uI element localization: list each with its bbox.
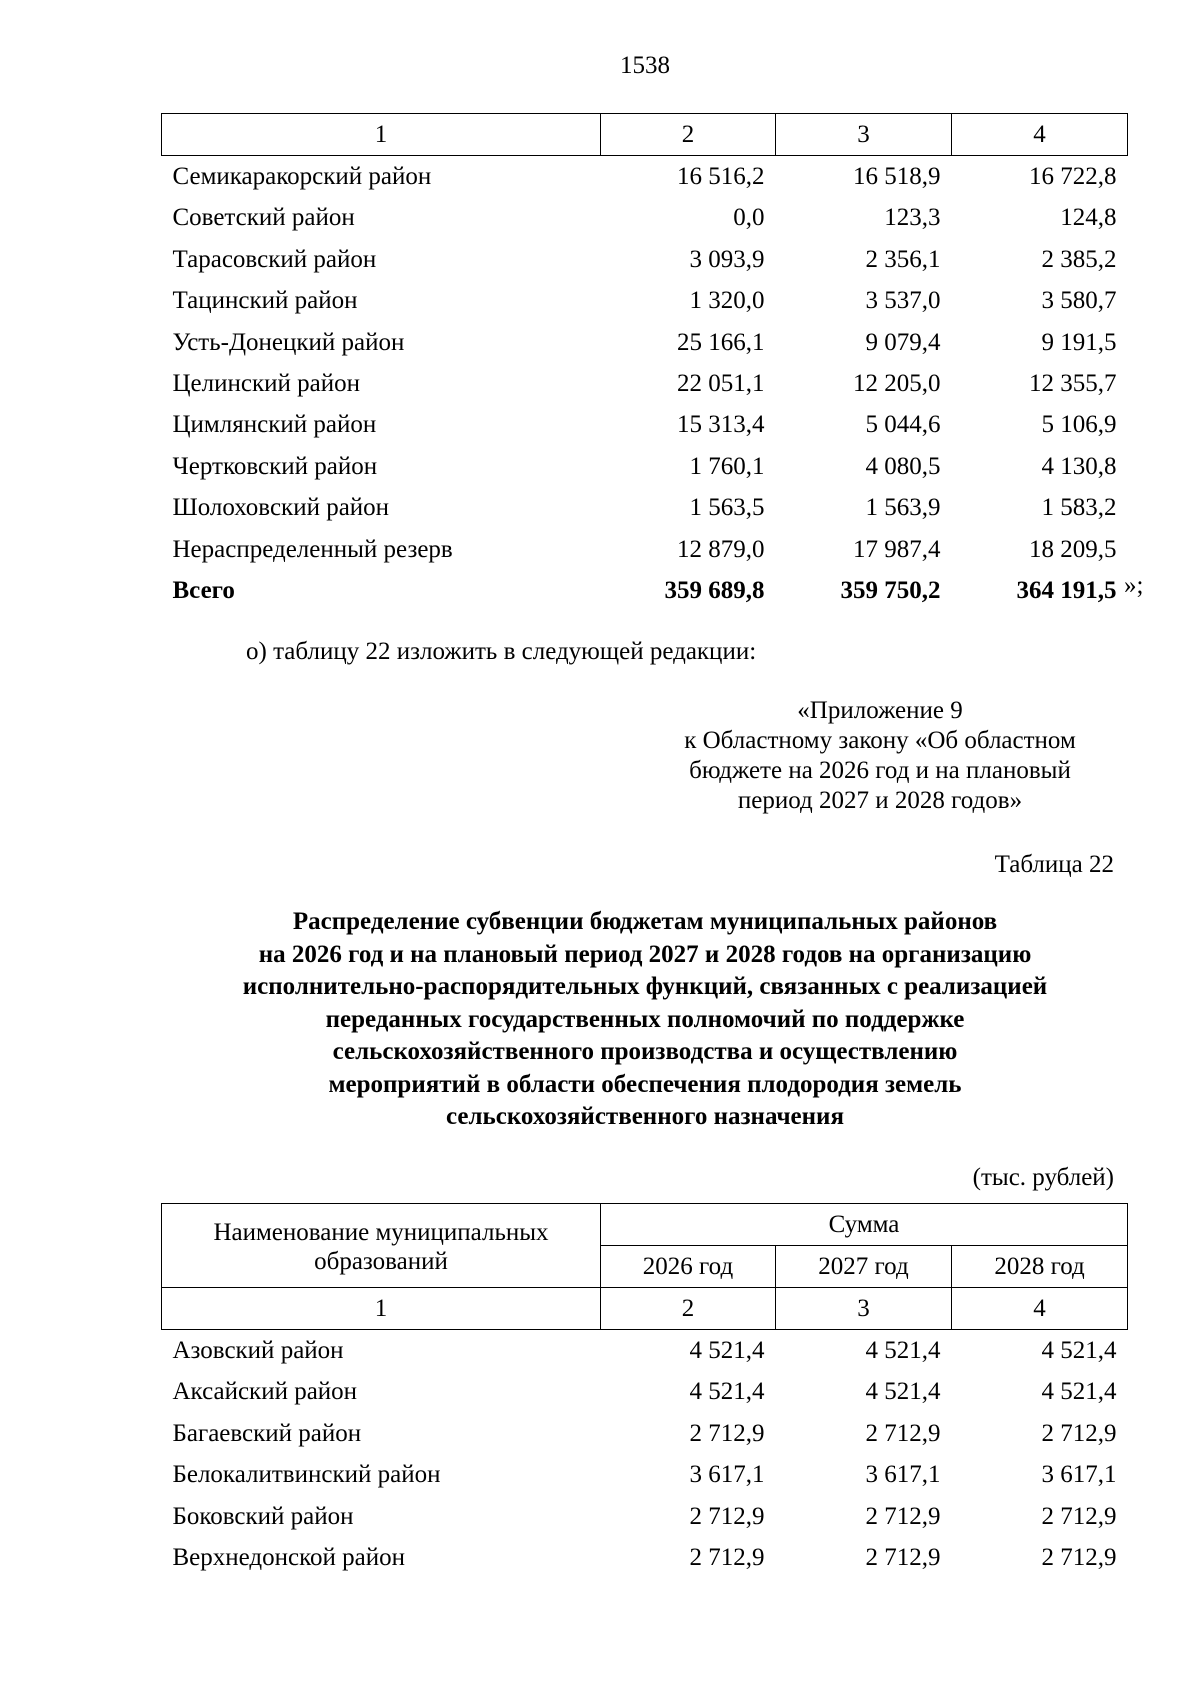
table-row [162, 363, 1128, 404]
amount-cell: 2 385,2 [1041, 245, 1117, 273]
total-amount-cell: 359 689,8 [664, 577, 765, 605]
amount-cell: 16 518,9 [853, 163, 941, 190]
amount-cell: 5 106,9 [1041, 411, 1117, 439]
amount-cell: 2 712,9 [865, 1502, 941, 1530]
district-name-cell: Цимлянский район [172, 411, 377, 439]
amount-cell: 22 051,1 [677, 370, 765, 398]
amount-cell: 1 563,5 [689, 494, 765, 522]
amendment-instruction: о) таблицу 22 изложить в следующей редакции: [246, 638, 757, 665]
header-row [162, 1204, 1128, 1246]
amount-cell: 12 205,0 [853, 370, 941, 398]
column-number: 4 [952, 114, 1128, 156]
amount-cell: 3 617,1 [689, 1461, 765, 1489]
amount-cell: 4 521,4 [1041, 1378, 1117, 1406]
page-number: 1538 [620, 52, 670, 79]
amount-cell: 3 617,1 [1041, 1461, 1117, 1489]
district-name-cell: Усть-Донецкий район [172, 328, 405, 356]
district-name-cell: Багаевский район [172, 1419, 362, 1447]
header-sum-cell: Сумма [601, 1204, 1128, 1246]
column-number: 3 [776, 1288, 952, 1330]
amount-cell: 4 521,4 [689, 1337, 765, 1364]
table-row [162, 529, 1128, 570]
total-amount-cell: 364 191,5 [1016, 577, 1117, 605]
appendix-line: «Приложение 9 [797, 697, 963, 724]
table-heading [150, 906, 1140, 1134]
appendix-line: бюджете на 2026 год и на плановый [689, 757, 1071, 784]
amount-cell: 5 044,6 [865, 411, 941, 439]
amount-cell: 15 313,4 [677, 411, 765, 439]
district-name-cell: Целинский район [172, 370, 360, 398]
heading-line: исполнительно-распорядительных функций, связанных с реализацией [242, 973, 1048, 1000]
table-row [162, 1454, 1128, 1495]
amount-cell: 2 712,9 [689, 1502, 765, 1530]
table-22 [161, 1203, 1128, 1578]
column-number: 2 [601, 114, 776, 156]
appendix-line: период 2027 и 2028 годов» [737, 787, 1023, 814]
district-name-cell: Азовский район [172, 1337, 344, 1364]
district-name-cell: Семикаракорский район [172, 163, 432, 190]
district-name-cell: Советский район [172, 204, 355, 232]
table-row [162, 1496, 1128, 1537]
units-label: (тыс. рублей) [972, 1164, 1114, 1191]
amount-cell: 4 130,8 [1041, 452, 1117, 480]
closing-quote-mark: »; [1124, 572, 1144, 599]
district-name-cell: Белокалитвинский район [172, 1461, 441, 1489]
column-number: 4 [952, 1288, 1128, 1330]
amount-cell: 2 712,9 [689, 1419, 765, 1447]
amount-cell: 4 080,5 [865, 452, 941, 480]
amount-cell: 1 320,0 [689, 287, 765, 315]
year-header: 2028 год [952, 1246, 1128, 1288]
amount-cell: 2 712,9 [865, 1419, 941, 1447]
amount-cell: 2 712,9 [865, 1544, 941, 1572]
amount-cell: 2 712,9 [1041, 1544, 1117, 1572]
amount-cell: 4 521,4 [1041, 1337, 1117, 1364]
heading-line: мероприятий в области обеспечения плодородия земель [328, 1070, 962, 1098]
amount-cell: 3 617,1 [865, 1461, 941, 1489]
table-row [162, 446, 1128, 487]
amount-cell: 2 356,1 [865, 245, 941, 273]
column-number: 1 [162, 114, 601, 156]
table-row [162, 1537, 1128, 1578]
total-amount-cell: 359 750,2 [840, 577, 941, 605]
amount-cell: 16 722,8 [1029, 163, 1117, 190]
amount-cell: 124,8 [1060, 204, 1117, 232]
district-name-cell: Аксайский район [172, 1378, 358, 1406]
table-row [162, 1413, 1128, 1454]
district-name-cell: Шолоховский район [172, 494, 390, 522]
table-row [162, 197, 1128, 238]
heading-line: переданных государственных полномочий по поддержке [325, 1005, 965, 1033]
year-header: 2026 год [601, 1246, 776, 1288]
amount-cell: 12 355,7 [1029, 370, 1117, 398]
heading-line: сельскохозяйственного производства и осуществлению [332, 1038, 958, 1065]
table-row [162, 1330, 1128, 1372]
table-row [162, 156, 1128, 198]
amount-cell: 2 712,9 [1041, 1419, 1117, 1447]
column-number: 1 [162, 1288, 601, 1330]
appendix-line: к Областному закону «Об областном [684, 727, 1076, 754]
amount-cell: 4 521,4 [865, 1337, 941, 1364]
amount-cell: 17 987,4 [853, 535, 941, 563]
column-number-row [162, 114, 1128, 156]
amount-cell: 1 760,1 [689, 452, 765, 480]
district-name-cell: Тарасовский район [172, 245, 377, 273]
heading-line: Распределение субвенции бюджетам муниципальных районов [292, 908, 998, 935]
column-number: 2 [601, 1288, 776, 1330]
appendix-reference [640, 696, 1120, 816]
column-number: 3 [776, 114, 952, 156]
amount-cell: 3 580,7 [1041, 287, 1117, 315]
amount-cell: 2 712,9 [1041, 1502, 1117, 1530]
amount-cell: 25 166,1 [677, 328, 765, 356]
heading-line: сельскохозяйственного назначения [446, 1103, 844, 1130]
amount-cell: 16 516,2 [677, 163, 765, 190]
amount-cell: 4 521,4 [689, 1378, 765, 1406]
heading-line: на 2026 год и на плановый период 2027 и 2028 годов на организацию [258, 940, 1032, 968]
amount-cell: 2 712,9 [689, 1544, 765, 1572]
table-row [162, 322, 1128, 363]
total-label-cell: Всего [172, 577, 235, 605]
district-name-cell: Верхнедонской район [172, 1544, 405, 1572]
header-name-cell: Наименование муниципальных образований [162, 1204, 601, 1288]
table-row [162, 487, 1128, 528]
amount-cell: 4 521,4 [865, 1378, 941, 1406]
total-row [162, 570, 1128, 611]
amount-cell: 123,3 [884, 204, 941, 232]
district-name-cell: Нераспределенный резерв [172, 535, 453, 563]
district-name-cell: Чертковский район [172, 452, 378, 480]
table-row [162, 1371, 1128, 1412]
amount-cell: 1 583,2 [1041, 494, 1117, 522]
table-row [162, 280, 1128, 321]
column-number-row [162, 1288, 1128, 1330]
year-header: 2027 год [776, 1246, 952, 1288]
amount-cell: 3 093,9 [689, 245, 765, 273]
district-name-cell: Боковский район [172, 1502, 354, 1530]
amount-cell: 12 879,0 [677, 535, 765, 563]
table-row [162, 404, 1128, 445]
amount-cell: 0,0 [733, 204, 765, 232]
table-row [162, 239, 1128, 280]
amount-cell: 18 209,5 [1029, 535, 1117, 563]
amount-cell: 9 079,4 [865, 328, 941, 356]
amount-cell: 1 563,9 [865, 494, 941, 522]
district-name-cell: Тацинский район [172, 287, 358, 315]
amount-cell: 3 537,0 [865, 287, 941, 315]
amount-cell: 9 191,5 [1041, 328, 1117, 356]
table-label: Таблица 22 [994, 851, 1114, 878]
continued-table [161, 113, 1128, 611]
